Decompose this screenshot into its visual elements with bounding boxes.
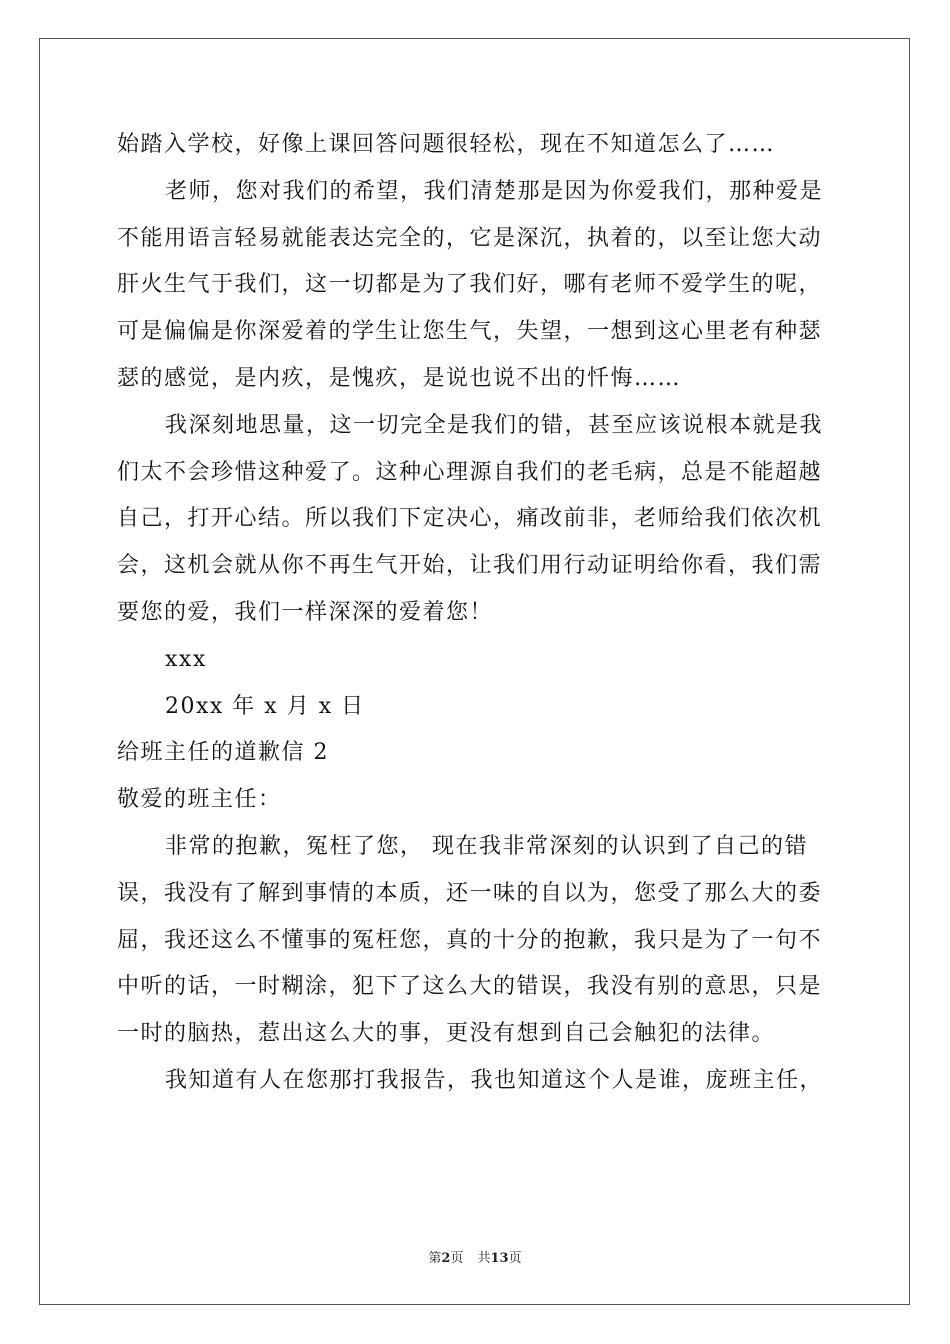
text-line: 不能用语言轻易就能表达完全的，它是深沉，执着的，以至让您大动 (117, 225, 823, 251)
page-current: 2 (441, 1251, 451, 1266)
text-line: 误，我没有了解到事情的本质，还一味的自以为，您受了那么大的委 (117, 880, 823, 906)
text-line: 我深刻地思量，这一切完全是我们的错，甚至应该说根本就是我 (165, 412, 824, 438)
total-suffix: 页 (508, 1251, 522, 1266)
total-prefix: 共 (477, 1251, 491, 1266)
text-line: 敬爱的班主任： (117, 787, 282, 813)
text-line: 老师，您对我们的希望，我们清楚那是因为你爱我们，那种爱是 (165, 178, 824, 204)
text-line: 可是偏偏是你深爱着的学生让您生气，失望，一想到这心里老有种瑟 (117, 319, 823, 345)
text-line: xxx (165, 646, 207, 672)
text-line: 肝火生气于我们，这一切都是为了我们好，哪有老师不爱学生的呢， (117, 272, 823, 298)
text-line: 我知道有人在您那打我报告，我也知道这个人是谁，庞班主任， (165, 1067, 824, 1093)
document-body (117, 122, 833, 1105)
text-line: 20xx 年 x 月 x 日 (165, 693, 365, 719)
text-line: 给班主任的道歉信 2 (117, 740, 329, 766)
text-line: 一时的脑热，惹出这么大的事，更没有想到自己会触犯的法律。 (117, 1021, 776, 1047)
text-line: 瑟的感觉，是内疚，是愧疚，是说也说不出的忏悔…… (117, 365, 682, 391)
page-footer (0, 1247, 950, 1266)
page-total: 13 (490, 1251, 509, 1266)
text-line: 会，这机会就从你不再生气开始，让我们用行动证明给你看，我们需 (117, 553, 823, 579)
text-line: 要您的爱，我们一样深深的爱着您！ (117, 599, 494, 625)
text-line: 自己，打开心结。所以我们下定决心，痛改前非，老师给我们依次机 (117, 506, 823, 532)
text-line: 屈，我还这么不懂事的冤枉您，真的十分的抱歉，我只是为了一句不 (117, 927, 823, 953)
text-line: 中听的话，一时糊涂，犯下了这么大的错误，我没有别的意思，只是 (117, 974, 823, 1000)
text-line: 们太不会珍惜这种爱了。这种心理源自我们的老毛病，总是不能超越 (117, 459, 823, 485)
page-prefix: 第 (428, 1251, 442, 1266)
text-line: 非常的抱歉，冤枉了您， 现在我非常深刻的认识到了自己的错 (165, 833, 808, 859)
text-line: 始踏入学校，好像上课回答问题很轻松，现在不知道怎么了…… (117, 132, 776, 157)
page-suffix: 页 (450, 1251, 464, 1266)
